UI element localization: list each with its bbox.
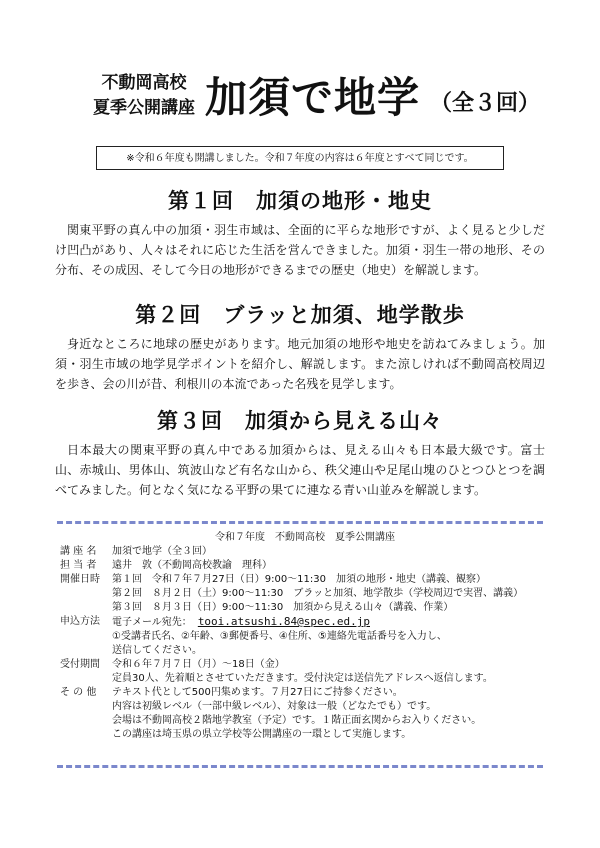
apply-row xyxy=(60,615,540,658)
apply-line-1: ①受講者氏名、②年齢、③郵便番号、④住所、⑤連絡先電話番号を入力し、 xyxy=(112,631,447,642)
session-2-heading: 第２回 ブラッと加須、地学散歩 xyxy=(135,303,465,327)
session-2 xyxy=(55,302,545,394)
other-row xyxy=(60,686,540,742)
other-line-2: 内容は初級レベル（一部中級レベル）、対象は一般（どなたでも）です。 xyxy=(112,701,437,712)
session-3-heading: 第３回 加須から見える山々 xyxy=(157,409,443,433)
apply-email-line xyxy=(112,615,540,630)
other-line-3: 会場は不動岡高校２階地学教室（予定）です。１階正面玄関からお入りください。 xyxy=(112,715,482,726)
info-section xyxy=(60,531,540,742)
session-1 xyxy=(55,188,545,280)
dates-value xyxy=(112,573,540,615)
date-line-2: 第２回 ８月２日（土）9:00～11:30 ブラッと加須、地学散歩（学校周辺で実習、講義） xyxy=(112,588,524,599)
school-name xyxy=(74,71,214,121)
session-3-body: 日本最大の関東平野の真ん中である加須からは、見える山々も日本最大級です。富士山、赤城山、男体山、筑波山など有名な山から、秩父連山や足尾山塊のひとつひとつを調べてみました。何となく気になる平野の果てに連なる青い山並みを解説します。 xyxy=(55,443,545,497)
notice-box: ※令和６年度も開講しました。令和７年度の内容は６年度とすべて同じです。 xyxy=(96,146,504,170)
course-label: 講 座 名 xyxy=(60,546,97,557)
date-line-1: 第１回 令和７年７月27日（日）9:00～11:30 加須の地形・地史（講義、観察） xyxy=(112,574,486,585)
period-dates: 令和６年７月７日（月）～18日（金） xyxy=(112,659,285,670)
email-link[interactable]: tooi.atsushi.84@spec.ed.jp xyxy=(197,615,370,628)
apply-label: 申込方法 xyxy=(60,616,100,627)
divider-bottom xyxy=(57,765,543,768)
period-row xyxy=(60,658,540,686)
info-title: 令和７年度 不動岡高校 夏季公開講座 xyxy=(215,532,395,543)
teacher-row xyxy=(60,559,540,573)
session-3 xyxy=(55,408,545,500)
capacity-note: 定員30人、先着順とさせていただきます。受付決定は送信先アドレスへ返信します。 xyxy=(112,673,493,684)
session-1-body: 関東平野の真ん中の加須・羽生市域は、全面的に平らな地形ですが、よく見ると少しだけ凹凸があり、人々はそれに応じた生活を営んできました。加須・羽生一帯の地形、その分布、その成因、そして今日の地形ができるまでの歴史（地史）を解説します。 xyxy=(55,223,545,277)
teacher-label: 担 当 者 xyxy=(60,560,97,571)
date-line-3: 第３回 ８月３日（日）9:00～11:30 加須から見える山々（講義、作業） xyxy=(112,602,454,613)
other-line-1: テキスト代として500円集めます。７月27日にご持参ください。 xyxy=(112,687,403,698)
teacher-value: 遠井 敦（不動岡高校教諭 理科） xyxy=(112,560,272,571)
divider-top xyxy=(57,521,543,524)
dates-label: 開催日時 xyxy=(60,574,100,585)
page-title: 加須で地学 xyxy=(205,73,421,122)
school-line-2: 夏季公開講座 xyxy=(93,98,195,118)
other-value xyxy=(112,686,540,742)
apply-line-2: 送信してください。 xyxy=(112,645,202,656)
title-suffix: （全３回） xyxy=(430,91,541,116)
period-value xyxy=(112,658,540,686)
apply-prefix: 電子メール宛先： xyxy=(112,617,192,628)
header xyxy=(0,0,600,140)
other-label: そ の 他 xyxy=(60,687,97,698)
session-1-heading: 第１回 加須の地形・地史 xyxy=(168,189,432,213)
school-line-1: 不動岡高校 xyxy=(101,73,187,93)
dates-row xyxy=(60,573,540,615)
period-label: 受付期間 xyxy=(60,659,100,670)
apply-value xyxy=(112,615,540,658)
other-line-4: この講座は埼玉県の県立学校等公開講座の一環として実施します。 xyxy=(112,729,412,740)
course-row xyxy=(60,545,540,559)
session-2-body: 身近なところに地球の歴史があります。地元加須の地形や地史を訪ねてみましょう。加須・羽生市域の地学見学ポイントを紹介し、解説します。また涼しければ不動岡高校周辺を歩き、会の川が昔、利根川の本流であった名残を見学します。 xyxy=(55,337,545,391)
course-value: 加須で地学（全３回） xyxy=(112,546,212,557)
